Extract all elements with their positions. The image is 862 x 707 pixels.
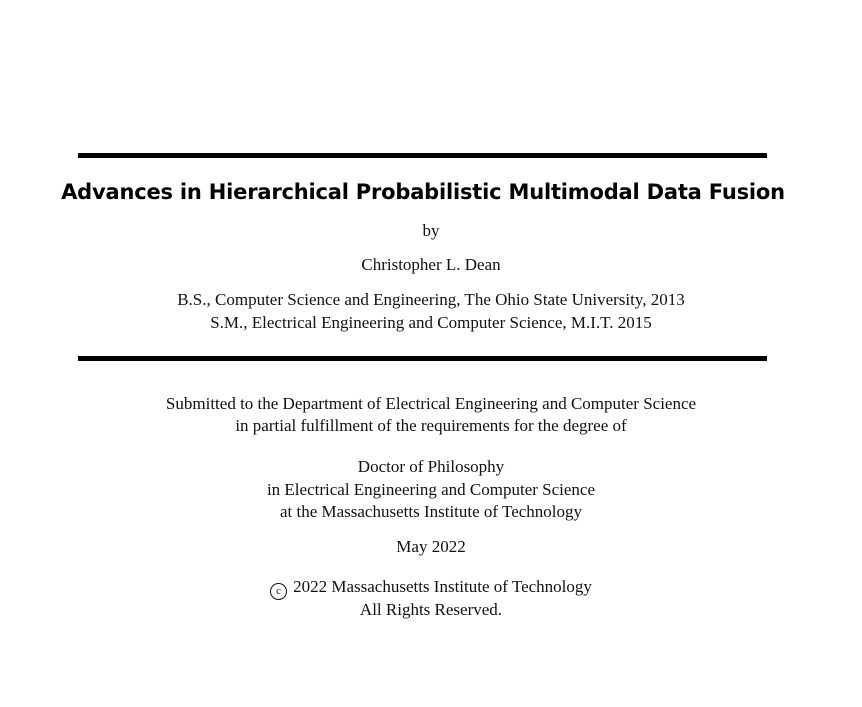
degree-line-sm: S.M., Electrical Engineering and Computer Science, M.I.T. 2015 [210,313,652,332]
thesis-title: Advances in Hierarchical Probabilistic Multimodal Data Fusion [61,180,785,204]
top-rule [78,153,767,158]
degree-institution: at the Massachusetts Institute of Technology [279,502,583,521]
rights-reserved: All Rights Reserved. [359,600,503,619]
copyright-line [0,576,862,600]
degree-line-bs: B.S., Computer Science and Engineering, The Ohio State University, 2013 [177,290,685,309]
copyright-icon: c [270,583,287,600]
submission-line-1: Submitted to the Department of Electrical Engineering and Computer Science [165,394,697,413]
degree-name: Doctor of Philosophy [357,457,505,476]
submission-line-2: in partial fulfillment of the requirements for the degree of [235,416,627,435]
submission-date: May 2022 [396,537,466,556]
degree-field: in Electrical Engineering and Computer Science [266,480,596,499]
author-name: Christopher L. Dean [361,255,501,274]
copyright-text: 2022 Massachusetts Institute of Technology [293,577,592,596]
by-label: by [422,221,440,240]
bottom-rule [78,356,767,361]
